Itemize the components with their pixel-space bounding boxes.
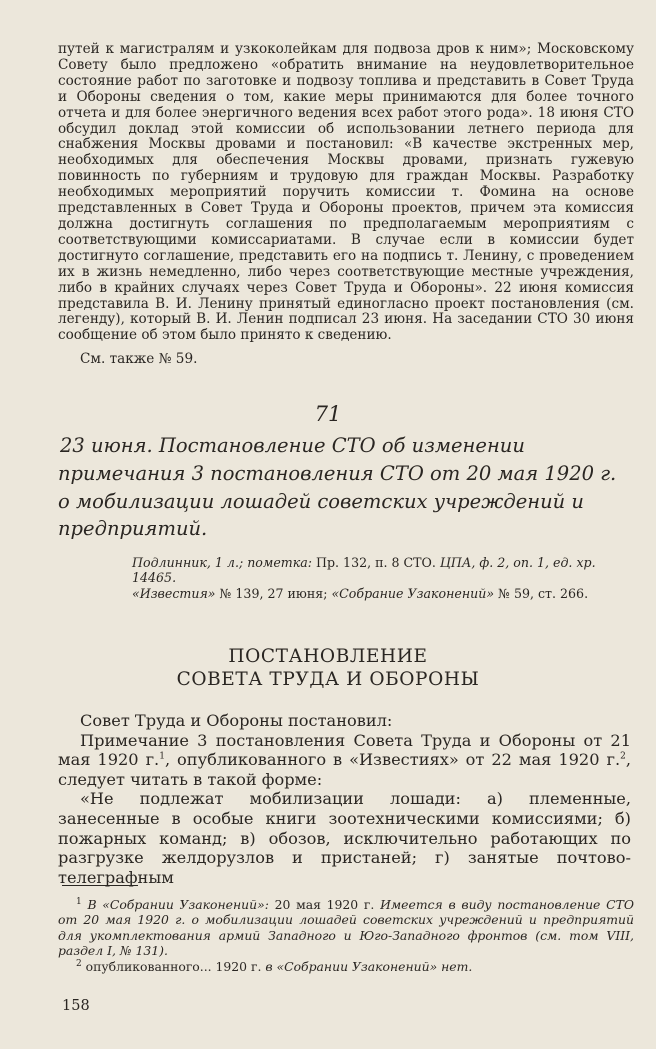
source-sobranie: «Собрание Узаконений» (331, 585, 495, 601)
decree-paragraph-2-part-b: , опубликованного в «Известиях» от 22 мая 1920 г. (164, 750, 621, 770)
footnotes (58, 897, 634, 974)
footnote-1-source: В «Собрании Узаконений»: (81, 897, 269, 912)
source-original: Подлинник, 1 л.; пометка: (132, 555, 312, 570)
decree-title (0, 645, 656, 691)
source-izvestia-issue: № 139, 27 июня; (215, 585, 332, 601)
footnote-1-note: Имеется в виду постановление СТО от 20 мая 1920 г. о мобилизации лошадей советских учреждений и предприятий для укомплектования армий Западного и Юго-Западного фронтов (см. том VIII, раздел I, № 131). (58, 897, 635, 959)
footnote-2-quote: опубликованного... 1920 г. (81, 958, 266, 974)
decree-title-line-2: СОВЕТА ТРУДА И ОБОРОНЫ (176, 669, 480, 690)
see-also-reference: См. также № 59. (80, 351, 198, 367)
footnote-marker-1: 1 (159, 751, 165, 762)
source-izvestia: «Известия» (132, 585, 216, 601)
decree-paragraph-3: «Не подлежат мобилизации лошади: а) племенные, занесенные в особые книги зоотехническими комиссиями; б) пожарных команд; в) обозов, исключительно работающих по разгрузке желдорузлов и пристаней; г) занятые почтово-телеграфным (58, 789, 631, 887)
archival-source-note (132, 555, 632, 601)
decree-paragraph-2 (58, 731, 631, 790)
footnote-2-marker: 2 (76, 958, 82, 969)
decree-body (58, 711, 631, 887)
footnote-1-date: 20 мая 1920 г. (268, 897, 381, 912)
decree-paragraph-2-part-c: , следует читать в такой форме: (58, 750, 631, 789)
footnote-marker-2: 2 (620, 751, 626, 762)
commentary-paragraph: путей к магистралям и узкоколейкам для подвоза дров к ним»; Московскому Совету было предложено «обратить внимание на неудовлетворительное состояние работ по заготовке и подвозу топлива и представить в Совет Труда и Обороны сведения о том, какие меры принимаются для более точного отчета и для более энергичного ведения всех работ этого рода». 18 июня СТО обсудил доклад этой комиссии об использовании летнего периода для снабжения Москвы дровами и постановил: «В качестве экстренных мер, необходимых для обеспечения Москвы дровами, признать гужевую повинность по губерниям и трудовую для граждан Москвы. Разработку необходимых мероприятий поручить комиссии т. Фомина на основе представленных в Совет Труда и Обороны проектов, причем эта комиссия должна достигнуть соглашения по предполагаемым мероприятиям с соответствующими комиссариатами. В случае если в комиссии будет достигнуто соглашение, представить его на подпись т. Ленину, с проведением их в жизнь немедленно, либо через соответствующие местные учреждения, либо в крайних случаях через Совет Труда и Обороны». 22 июня комиссия представила В. И. Ленину принятый единогласно проект постановления (см. легенду), который В. И. Ленин подписал 23 июня. На заседании СТО 30 июня сообщение об этом было принято к сведению. (58, 41, 634, 344)
footnote-separator (62, 885, 138, 886)
source-sobranie-issue: № 59, ст. 266. (494, 585, 589, 601)
decree-paragraph-2-part-a: Примечание 3 постановления Совета Труда и Обороны от 21 мая 1920 г. (58, 730, 631, 770)
decree-paragraph-1: Совет Труда и Обороны постановил: (80, 711, 393, 730)
page-number: 158 (62, 998, 90, 1014)
footnote-1 (58, 897, 634, 959)
decree-title-line-1: ПОСТАНОВЛЕНИЕ (228, 646, 428, 667)
footnote-1-marker: 1 (76, 896, 82, 907)
document-number: 71 (314, 402, 342, 426)
document-heading: 23 июня. Постановление СТО об изменении примечания 3 постановления СТО от 20 мая 1920 г. о мобилизации лошадей советских учреждений и предприятий. (58, 434, 617, 541)
source-mark: Пр. 132, п. 8 СТО. (312, 555, 440, 570)
footnote-2-note: в «Собрании Узаконений» нет. (265, 958, 473, 974)
previous-document-commentary (58, 42, 634, 344)
source-archive: ЦПА, ф. 2, оп. 1, ед. хр. 14465. (132, 555, 596, 586)
footnote-2 (58, 959, 634, 974)
